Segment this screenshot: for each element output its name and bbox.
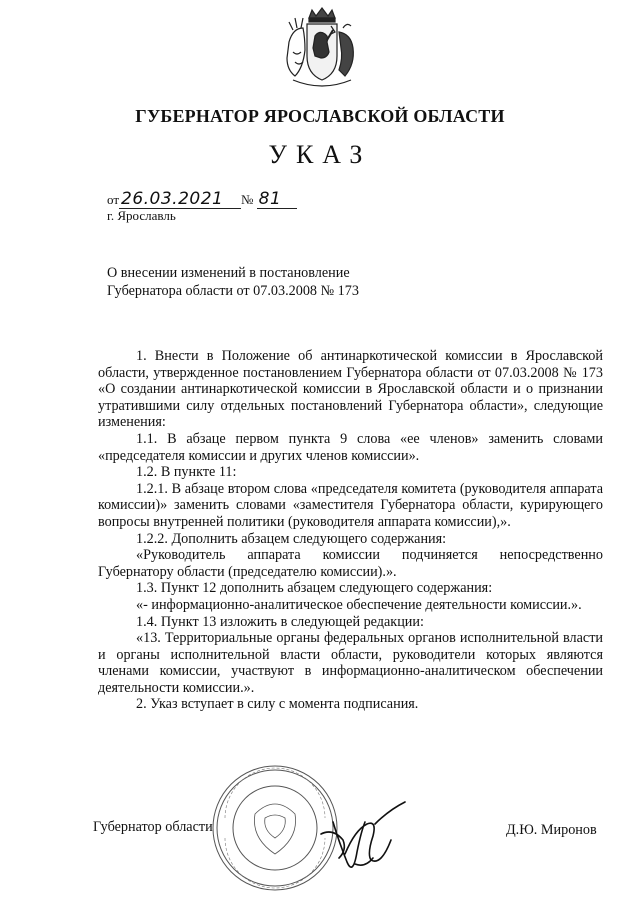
document-date-number-line <box>107 191 297 209</box>
coat-of-arms-icon <box>279 6 365 90</box>
quote-1: «Руководитель аппарата комиссии подчиняется непосредственно Губернатору области (председателю комиссии).». <box>98 547 603 580</box>
paragraph-1-2-2: 1.2.2. Дополнить абзацем следующего содержания: <box>136 530 447 547</box>
paragraph-1-2: 1.2. В пункте 11: <box>136 464 237 481</box>
signatory-title: Губернатор области <box>93 819 213 835</box>
paragraph-1: 1. Внести в Положение об антинаркотической комиссии в Ярославской области, утвержденное постановлением Губернатора области от 07.03.2008 № 173 «О создании антинаркотической комиссии в Ярославской области и о признании утратившими силу отдельных постановлений Губернатора области», следующие изменения: <box>98 348 603 431</box>
paragraph-1-4: 1.4. Пункт 13 изложить в следующей редакции: <box>136 613 424 630</box>
document-date: 26.03.2021 <box>119 191 241 209</box>
quote-3: «13. Территориальные органы федеральных органов исполнительной власти и органы исполнительной власти области, руководители которых являются членами комиссии, участвуют в информационно-аналитическом обеспечении деятельности комиссии.». <box>98 630 603 696</box>
paragraph-2: 2. Указ вступает в силу с момента подписания. <box>136 696 419 713</box>
signatory-name: Д.Ю. Миронов <box>506 822 597 838</box>
document-body <box>98 348 603 713</box>
quote-2: «- информационно-аналитическое обеспечение деятельности комиссии.». <box>136 596 582 613</box>
document-subject: О внесении изменений в постановление Губернатора области от 07.03.2008 № 173 <box>107 265 359 299</box>
handwritten-signature-icon <box>315 794 415 886</box>
document-type-title: УКАЗ <box>268 140 372 169</box>
document-number: 81 <box>257 191 297 209</box>
paragraph-1-3: 1.3. Пункт 12 дополнить абзацем следующего содержания: <box>136 580 493 597</box>
paragraph-1-2-1: 1.2.1. В абзаце втором слова «председателя комитета (руководителя аппарата комиссии)» заменить словами «заместителя Губернатора области, курирующего вопросы внутренней политики (руководителя аппарата комиссии),». <box>98 480 603 530</box>
issuing-authority-heading: ГУБЕРНАТОР ЯРОСЛАВСКОЙ ОБЛАСТИ <box>135 106 505 126</box>
paragraph-1-1: 1.1. В абзаце первом пункта 9 слова «ее членов» заменить словами «председателя комиссии и других членов комиссии». <box>98 430 603 464</box>
document-city: г. Ярославль <box>107 208 176 223</box>
number-prefix: № <box>241 192 254 207</box>
date-prefix: от <box>107 192 120 207</box>
